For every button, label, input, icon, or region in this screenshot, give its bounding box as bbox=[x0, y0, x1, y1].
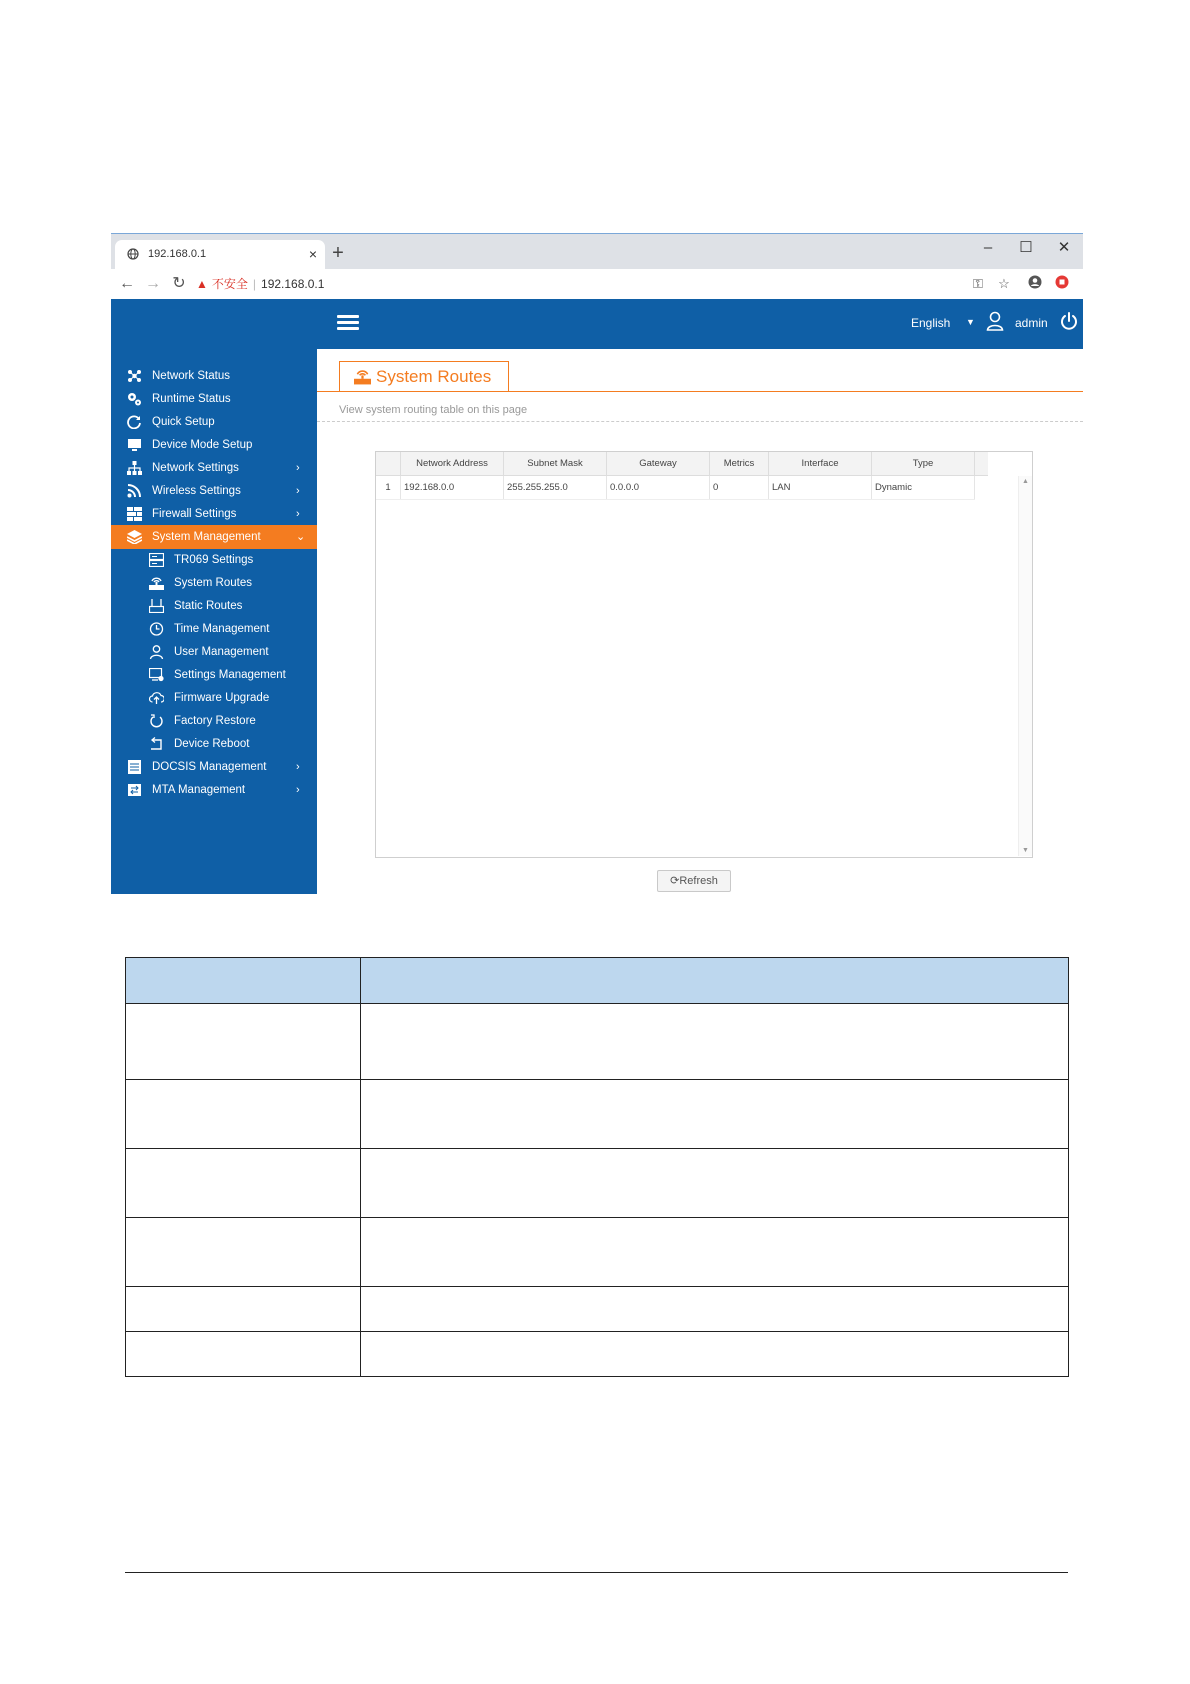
sidebar-item-settings-management[interactable] bbox=[111, 663, 317, 687]
index-header bbox=[376, 452, 401, 476]
menu-toggle-icon[interactable] bbox=[337, 315, 359, 333]
tab-close-icon[interactable]: × bbox=[308, 246, 317, 262]
table-cell bbox=[361, 1332, 1069, 1377]
app-header bbox=[111, 299, 1083, 349]
chevron-right-icon: › bbox=[296, 508, 300, 520]
table-row bbox=[126, 1287, 1069, 1332]
layers-icon bbox=[127, 530, 142, 544]
docsis-icon bbox=[127, 760, 142, 774]
sidebar-item-label: Wireless Settings bbox=[152, 485, 241, 497]
sidebar-item-label: Device Reboot bbox=[174, 738, 250, 750]
scroll-up-icon[interactable]: ▲ bbox=[1022, 478, 1029, 485]
table-cell bbox=[126, 1332, 361, 1377]
vertical-scrollbar[interactable] bbox=[1018, 476, 1032, 856]
clock-icon bbox=[149, 622, 164, 636]
sidebar-item-network-status[interactable] bbox=[111, 364, 317, 388]
back-icon[interactable]: ← bbox=[119, 275, 135, 292]
chevron-right-icon: › bbox=[296, 462, 300, 474]
sidebar-item-label: Network Settings bbox=[152, 462, 239, 474]
column-header[interactable]: Network Address bbox=[401, 452, 504, 476]
refresh-icon: ⟳ bbox=[670, 875, 680, 887]
browser-toolbar bbox=[111, 269, 1083, 300]
chevron-right-icon: › bbox=[296, 761, 300, 773]
page-title-tab[interactable] bbox=[339, 361, 509, 392]
sidebar-item-wireless-settings[interactable] bbox=[111, 479, 317, 503]
firewall-icon bbox=[127, 507, 142, 521]
table-row[interactable] bbox=[376, 476, 988, 500]
cell-interface: LAN bbox=[769, 476, 872, 500]
globe-icon bbox=[127, 248, 139, 260]
router-screenshot bbox=[111, 233, 1083, 894]
username: admin bbox=[1015, 316, 1048, 330]
column-header[interactable]: Interface bbox=[769, 452, 872, 476]
cell-subnet-mask: 255.255.255.0 bbox=[504, 476, 607, 500]
sitemap-icon bbox=[127, 461, 142, 475]
table-cell bbox=[126, 1149, 361, 1218]
sidebar-item-label: Device Mode Setup bbox=[152, 439, 253, 451]
sidebar-menu bbox=[111, 349, 317, 894]
table-row bbox=[126, 1004, 1069, 1080]
cell-metrics: 0 bbox=[710, 476, 769, 500]
table-cell bbox=[361, 1287, 1069, 1332]
tab-title: 192.168.0.1 bbox=[148, 248, 207, 260]
sidebar-item-label: Firewall Settings bbox=[152, 508, 237, 520]
mta-icon bbox=[127, 783, 142, 797]
table-row bbox=[126, 1149, 1069, 1218]
network-status-icon bbox=[127, 369, 142, 383]
table-cell bbox=[361, 1080, 1069, 1149]
security-label: 不安全 bbox=[211, 277, 248, 291]
sidebar-item-network-settings[interactable] bbox=[111, 456, 317, 480]
sidebar-item-mta-management[interactable] bbox=[111, 778, 317, 802]
table-cell bbox=[126, 958, 361, 1004]
sidebar-item-runtime-status[interactable] bbox=[111, 387, 317, 411]
table-header-row bbox=[376, 452, 988, 476]
column-header[interactable]: Subnet Mask bbox=[504, 452, 607, 476]
sidebar-item-device-mode-setup[interactable] bbox=[111, 433, 317, 457]
sidebar-item-label: Settings Management bbox=[174, 669, 286, 681]
column-header[interactable]: Type bbox=[872, 452, 975, 476]
reload-icon[interactable]: ↻ bbox=[172, 275, 186, 292]
refresh-label: Refresh bbox=[679, 875, 718, 887]
browser-tab[interactable] bbox=[115, 240, 325, 269]
routes-grid bbox=[375, 451, 1033, 858]
extension-icon[interactable] bbox=[1053, 275, 1071, 293]
sidebar-item-label: Firmware Upgrade bbox=[174, 692, 270, 704]
sidebar-item-label: Static Routes bbox=[174, 600, 243, 612]
logout-power-icon[interactable] bbox=[1059, 311, 1079, 331]
url-text: 192.168.0.1 bbox=[261, 277, 325, 291]
maximize-button[interactable]: ☐ bbox=[1019, 239, 1033, 256]
table-row bbox=[126, 1332, 1069, 1377]
window-close-button[interactable]: ✕ bbox=[1057, 239, 1071, 256]
settings-monitor-icon bbox=[149, 668, 164, 682]
scroll-down-icon[interactable]: ▼ bbox=[1022, 847, 1029, 854]
sidebar-item-label: TR069 Settings bbox=[174, 554, 254, 566]
table-cell bbox=[126, 1004, 361, 1080]
user-icon bbox=[149, 645, 164, 659]
routes-table bbox=[376, 452, 988, 500]
user-icon bbox=[986, 311, 1004, 331]
table-cell bbox=[361, 1149, 1069, 1218]
sidebar-item-quick-setup[interactable] bbox=[111, 410, 317, 434]
page-title: System Routes bbox=[376, 367, 492, 386]
table-cell bbox=[126, 1287, 361, 1332]
table-cell bbox=[361, 958, 1069, 1004]
forward-icon[interactable]: → bbox=[145, 275, 161, 292]
browser-tab-bar bbox=[111, 234, 1083, 269]
restore-icon bbox=[149, 714, 164, 728]
refresh-circle-icon bbox=[127, 415, 142, 429]
sidebar-item-factory-restore[interactable] bbox=[111, 709, 317, 733]
sidebar-item-label: System Routes bbox=[174, 577, 252, 589]
sidebar-item-label: Runtime Status bbox=[152, 393, 231, 405]
description-table bbox=[125, 957, 1069, 1377]
chevron-right-icon: › bbox=[296, 485, 300, 497]
sidebar-item-firmware-upgrade[interactable] bbox=[111, 686, 317, 710]
table-row bbox=[126, 1218, 1069, 1287]
table-cell bbox=[361, 1218, 1069, 1287]
cell-network-address: 192.168.0.0 bbox=[401, 476, 504, 500]
sidebar-item-label: System Management bbox=[152, 531, 261, 543]
table-cell bbox=[361, 1004, 1069, 1080]
new-tab-button[interactable]: + bbox=[332, 242, 344, 264]
sidebar-item-docsis-management[interactable] bbox=[111, 755, 317, 779]
sidebar-item-label: Time Management bbox=[174, 623, 270, 635]
key-icon[interactable]: ⚿ bbox=[973, 276, 983, 291]
sidebar-item-label: Network Status bbox=[152, 370, 230, 382]
sidebar-item-static-routes[interactable] bbox=[111, 594, 317, 618]
row-index: 1 bbox=[376, 476, 401, 500]
tab-underline bbox=[317, 391, 1083, 392]
reboot-icon bbox=[149, 737, 164, 751]
cell-type: Dynamic bbox=[872, 476, 975, 500]
cloud-upload-icon bbox=[149, 691, 164, 705]
sidebar-item-label: DOCSIS Management bbox=[152, 761, 267, 773]
gears-icon bbox=[127, 392, 142, 406]
sidebar-item-system-routes[interactable] bbox=[111, 571, 317, 595]
router-icon bbox=[149, 576, 164, 590]
table-row bbox=[126, 1080, 1069, 1149]
caret-down-icon[interactable]: ▼ bbox=[966, 317, 975, 327]
column-header[interactable]: Metrics bbox=[710, 452, 769, 476]
cell-gateway: 0.0.0.0 bbox=[607, 476, 710, 500]
server-icon bbox=[149, 553, 164, 567]
sidebar-item-time-management[interactable] bbox=[111, 617, 317, 641]
sidebar-item-firewall-settings[interactable] bbox=[111, 502, 317, 526]
sidebar-item-label: User Management bbox=[174, 646, 269, 658]
warning-icon: ▲ bbox=[196, 277, 208, 291]
refresh-button[interactable] bbox=[657, 870, 731, 892]
sidebar-item-device-reboot[interactable] bbox=[111, 732, 317, 756]
monitor-icon bbox=[127, 438, 142, 452]
sidebar-item-label: Factory Restore bbox=[174, 715, 256, 727]
column-header[interactable]: Gateway bbox=[607, 452, 710, 476]
table-cell bbox=[126, 1080, 361, 1149]
wifi-icon bbox=[127, 484, 142, 498]
sidebar-item-label: MTA Management bbox=[152, 784, 246, 796]
footer-rule bbox=[125, 1572, 1068, 1573]
address-separator: | bbox=[252, 277, 257, 291]
sidebar-item-tr069-settings[interactable] bbox=[111, 548, 317, 572]
address-bar[interactable] bbox=[196, 273, 996, 295]
language-select[interactable]: English bbox=[911, 316, 951, 330]
minimize-button[interactable]: – bbox=[983, 239, 993, 256]
main-content bbox=[317, 349, 1083, 894]
page-description: View system routing table on this page bbox=[339, 404, 528, 416]
sidebar-item-system-management[interactable] bbox=[111, 525, 317, 549]
table-cell bbox=[126, 1218, 361, 1287]
divider bbox=[317, 421, 1083, 422]
router-icon bbox=[354, 368, 371, 385]
bookmark-star-icon[interactable]: ☆ bbox=[998, 276, 1010, 291]
chevron-down-icon: ⌄ bbox=[296, 531, 306, 543]
scroll-cell bbox=[975, 476, 989, 500]
chevron-right-icon: › bbox=[296, 784, 300, 796]
account-icon[interactable] bbox=[1026, 275, 1044, 293]
sidebar-item-label: Quick Setup bbox=[152, 416, 215, 428]
sidebar-item-user-management[interactable] bbox=[111, 640, 317, 664]
table-header-row bbox=[126, 958, 1069, 1004]
static-route-icon bbox=[149, 599, 164, 613]
scroll-header bbox=[975, 452, 989, 476]
